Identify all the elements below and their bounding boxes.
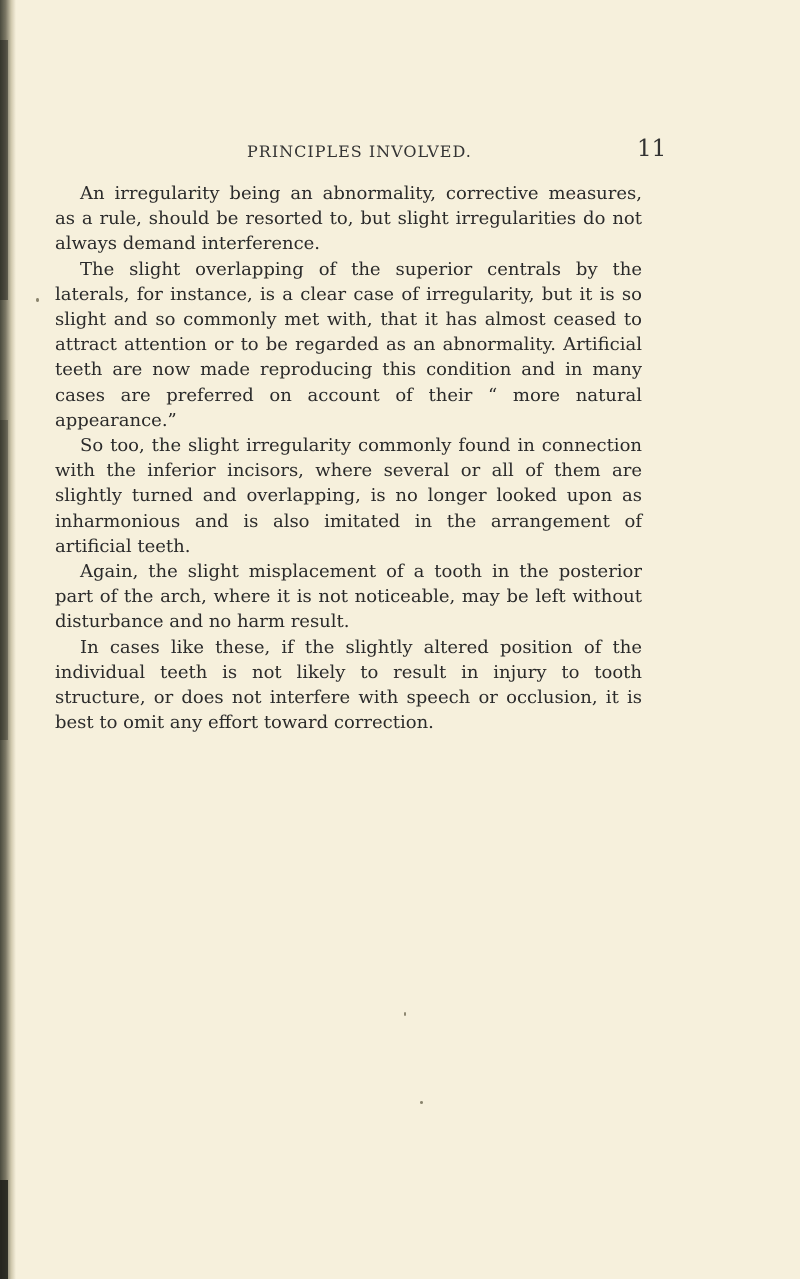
paper-speck	[420, 1101, 423, 1104]
paragraph: In cases like these, if the slightly altered position of the individual teeth is not likely to result in injury to tooth structure, or does not interfere with speech or occlusion, it is best to omit any effort toward correction.	[55, 636, 642, 734]
paragraph: The slight overlapping of the superior centrals by the laterals, for instance, is a clear case of irregularity, but it is so slight and so commonly met with, that it has almost ceased to attract attention or to be regarded as an abnormality. Artificial teeth are now made reproducing this condition and in many cases are preferred on account of their “ more natural appearance.”	[55, 258, 642, 431]
page-number: 11	[637, 136, 667, 162]
paper-speck	[36, 298, 39, 302]
binding-shadow	[0, 1180, 8, 1279]
binding-shadow	[0, 40, 8, 300]
paragraph: An irregularity being an abnormality, corrective measures, as a rule, should be resorted to, but slight irregularities do not always demand interference.	[55, 183, 642, 255]
paragraph: Again, the slight misplacement of a tooth in the posterior part of the arch, where it is not noticeable, may be left without disturbance and no harm result.	[55, 561, 642, 633]
running-title: PRINCIPLES INVOLVED.	[247, 142, 472, 161]
body-text	[55, 181, 642, 735]
binding-shadow	[0, 420, 8, 740]
paragraph: So too, the slight irregularity commonly found in connection with the inferior incisors, where several or all of them are slightly turned and overlapping, is no longer looked upon as inharmonious and is also imitated in the arrangement of artificial teeth.	[55, 435, 642, 557]
running-head	[0, 136, 800, 170]
paper-speck	[404, 1012, 406, 1016]
